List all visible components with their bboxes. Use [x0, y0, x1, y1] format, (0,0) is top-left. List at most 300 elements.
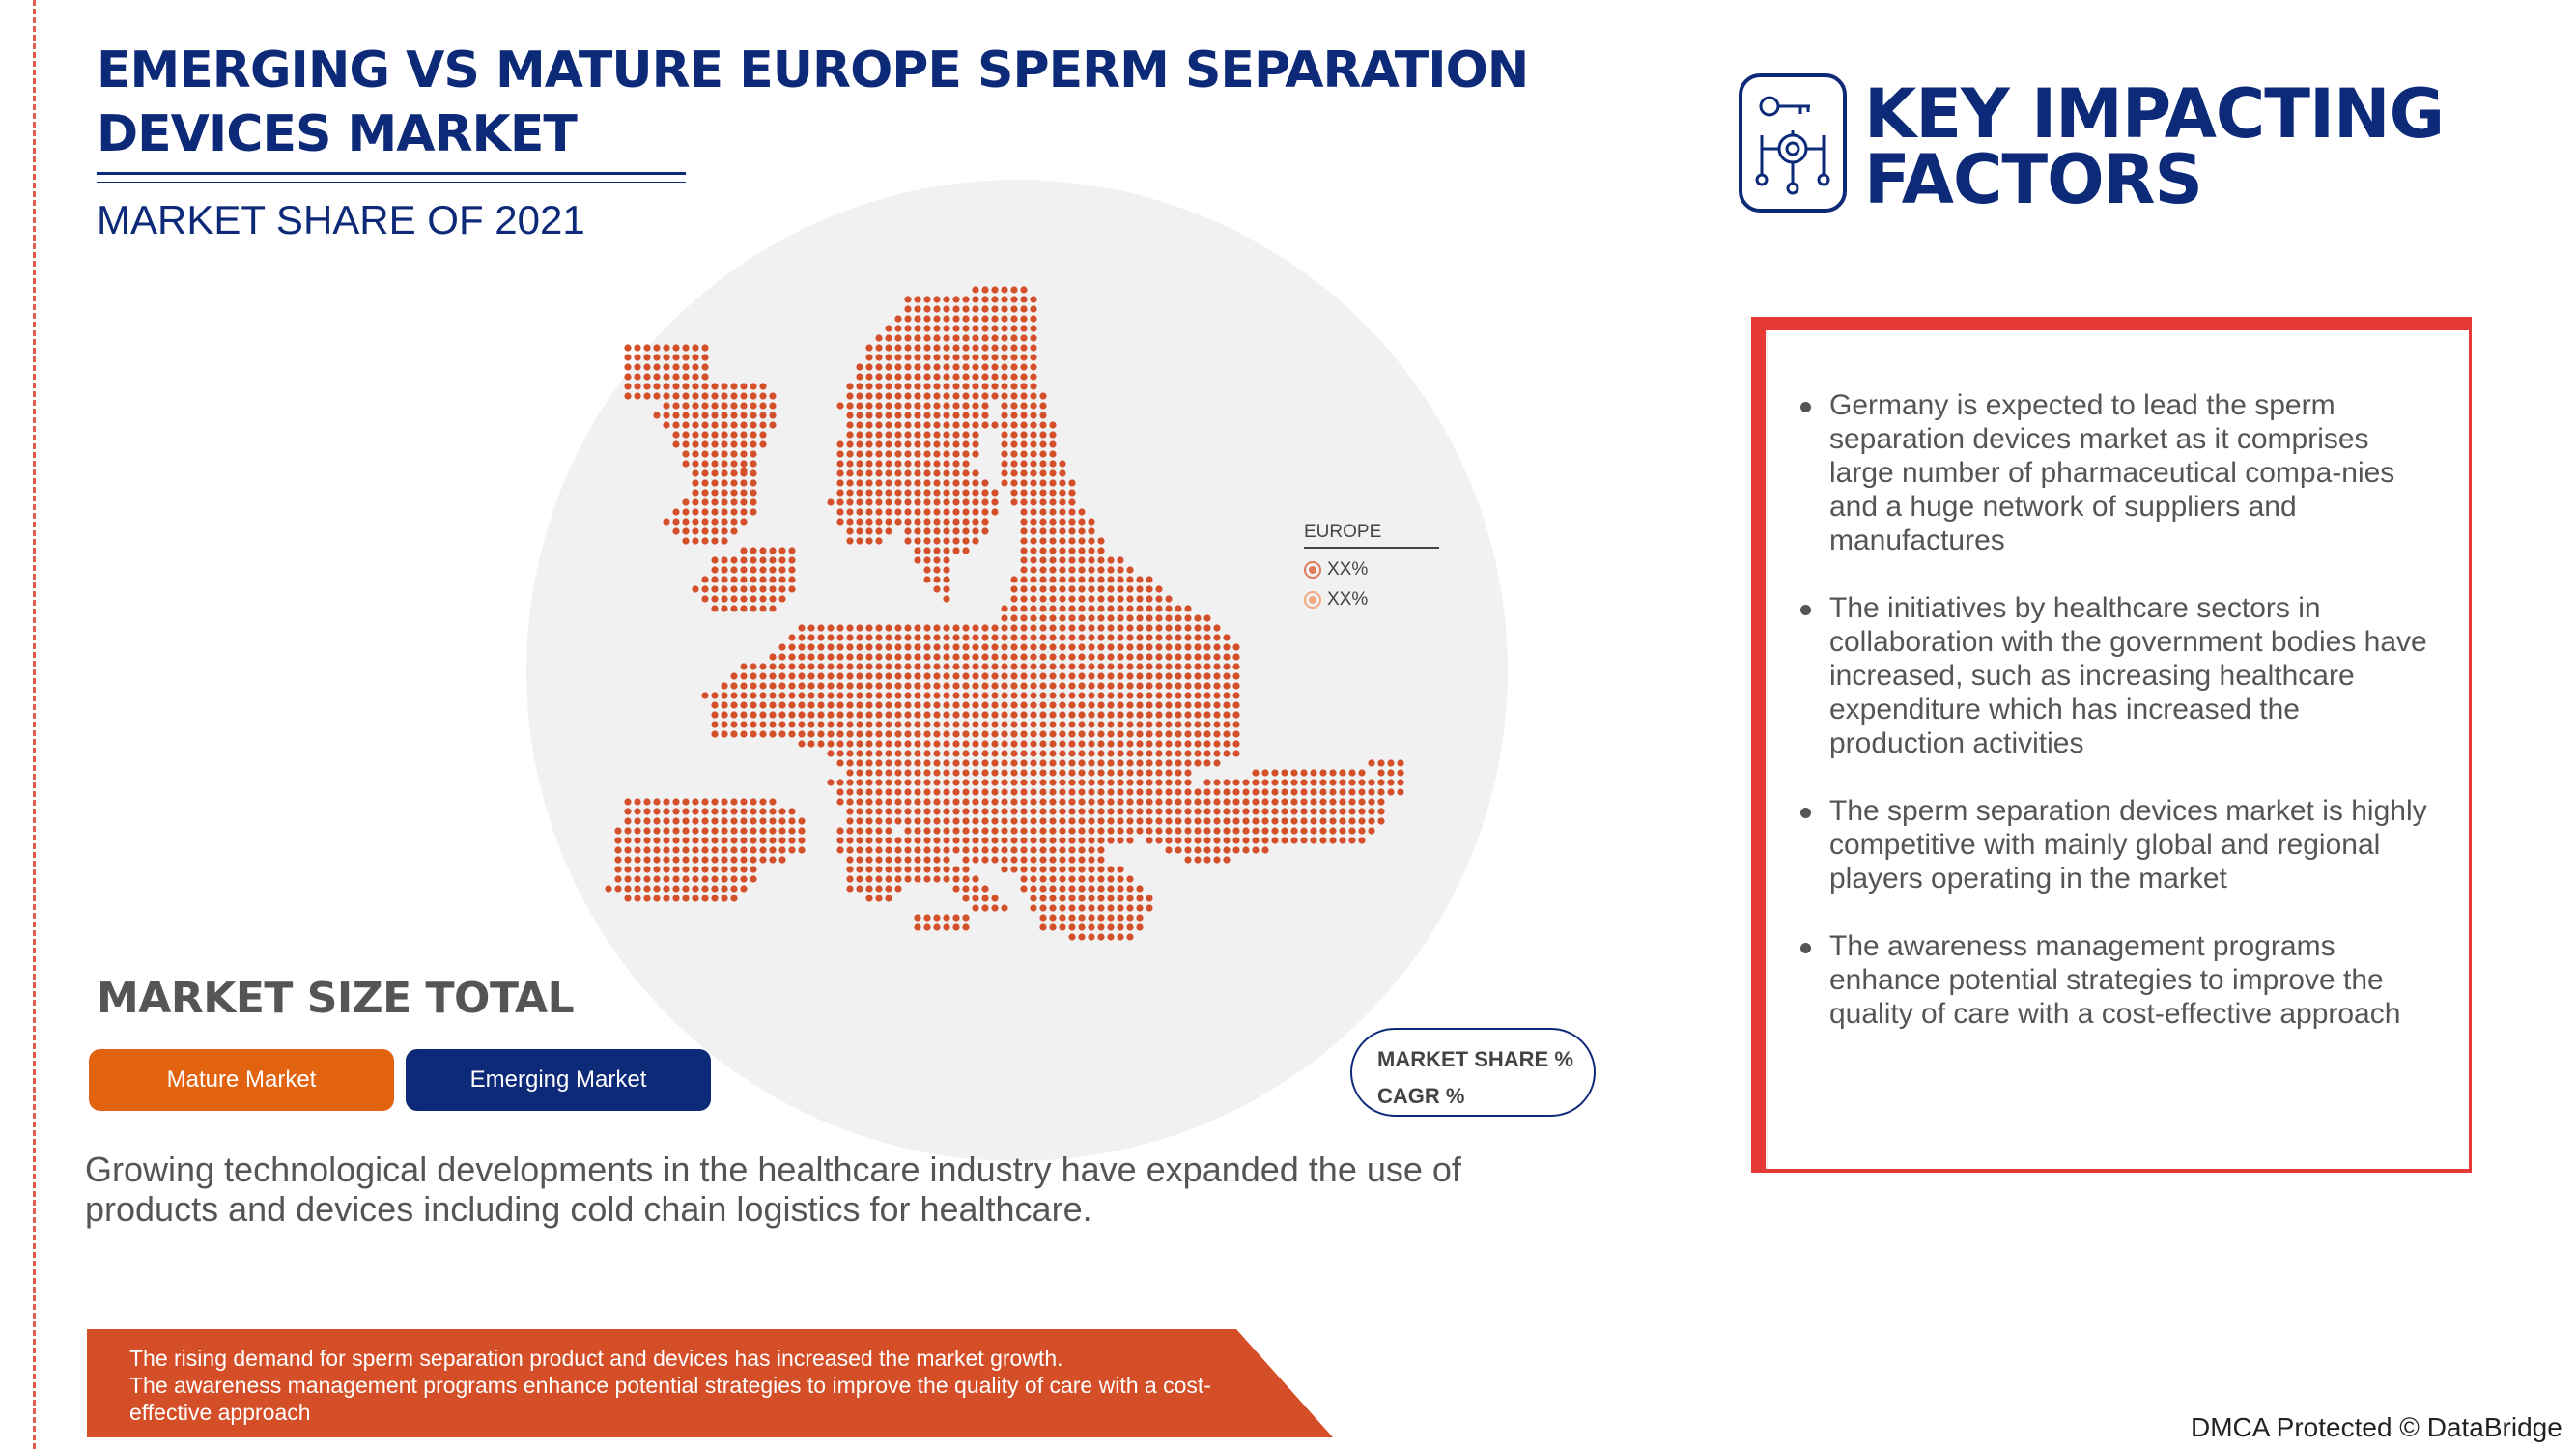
map-dot	[856, 672, 863, 679]
map-dot	[1078, 837, 1085, 843]
map-dot	[972, 305, 978, 312]
map-dot	[865, 846, 872, 853]
map-dot	[972, 431, 978, 438]
map-dot	[846, 837, 853, 843]
map-dot	[1184, 837, 1191, 843]
map-dot	[865, 779, 872, 785]
map-dot	[904, 325, 911, 331]
map-dot	[788, 653, 795, 660]
map-dot	[817, 730, 824, 737]
page-title: EMERGING VS MATURE EUROPE SPERM SEPARATION DEVICES MARKET	[97, 42, 1529, 163]
map-dot	[1059, 904, 1065, 911]
map-dot	[943, 711, 949, 718]
map-dot	[1281, 827, 1288, 834]
map-dot	[865, 518, 872, 525]
map-dot	[1078, 585, 1085, 592]
map-dot	[972, 827, 978, 834]
map-dot	[605, 885, 611, 892]
map-dot	[894, 750, 901, 756]
map-dot	[836, 479, 843, 486]
map-dot	[672, 363, 679, 370]
map-dot	[1020, 614, 1027, 621]
map-dot	[1039, 701, 1046, 708]
map-dot	[1136, 788, 1143, 795]
mature-market-button[interactable]: Mature Market	[89, 1049, 394, 1111]
map-dot	[1213, 846, 1220, 853]
map-dot	[730, 508, 737, 515]
map-dot	[1030, 460, 1036, 467]
map-dot	[856, 759, 863, 766]
map-dot	[991, 634, 998, 640]
map-dot	[663, 875, 669, 882]
map-dot	[1194, 846, 1201, 853]
map-dot	[1117, 624, 1123, 631]
map-dot	[914, 431, 920, 438]
map-dot	[952, 450, 959, 457]
map-dot	[1001, 779, 1007, 785]
map-dot	[1252, 817, 1259, 824]
map-dot	[885, 363, 892, 370]
map-dot	[991, 315, 998, 322]
map-dot	[952, 730, 959, 737]
map-dot	[1078, 614, 1085, 621]
map-dot	[788, 846, 795, 853]
map-dot	[923, 354, 930, 360]
map-dot	[981, 315, 988, 322]
map-dot	[788, 837, 795, 843]
map-dot	[952, 837, 959, 843]
map-dot	[894, 779, 901, 785]
map-dot	[836, 721, 843, 727]
map-dot	[778, 595, 785, 602]
map-dot	[991, 904, 998, 911]
map-dot	[846, 421, 853, 428]
map-dot	[788, 663, 795, 669]
map-dot	[933, 643, 940, 650]
map-dot	[914, 334, 920, 341]
map-dot	[885, 643, 892, 650]
map-dot	[1107, 866, 1114, 872]
map-dot	[962, 923, 969, 930]
map-dot	[692, 827, 698, 834]
map-dot	[865, 817, 872, 824]
map-dot	[1107, 750, 1114, 756]
map-dot	[846, 740, 853, 747]
map-dot	[1387, 759, 1394, 766]
map-dot	[981, 489, 988, 496]
map-dot	[894, 383, 901, 389]
map-dot	[1155, 585, 1162, 592]
map-dot	[701, 817, 708, 824]
map-dot	[692, 527, 698, 534]
map-dot	[682, 527, 689, 534]
map-dot	[1049, 904, 1056, 911]
map-dot	[1203, 779, 1210, 785]
map-dot	[1010, 643, 1017, 650]
map-dot	[933, 817, 940, 824]
map-dot	[846, 866, 853, 872]
map-dot	[1329, 798, 1336, 805]
map-dot	[1059, 721, 1065, 727]
map-dot	[1001, 344, 1007, 351]
map-dot	[1348, 798, 1355, 805]
map-dot	[943, 325, 949, 331]
map-dot	[692, 537, 698, 544]
map-dot	[1146, 653, 1152, 660]
map-dot	[759, 566, 766, 573]
map-dot	[672, 827, 679, 834]
map-dot	[817, 711, 824, 718]
map-dot	[1030, 837, 1036, 843]
map-dot	[904, 740, 911, 747]
map-dot	[769, 798, 776, 805]
map-dot	[1039, 692, 1046, 698]
map-dot	[1059, 672, 1065, 679]
map-dot	[981, 402, 988, 409]
map-dot	[972, 518, 978, 525]
map-dot	[885, 779, 892, 785]
map-dot	[1097, 856, 1104, 863]
map-dot	[1059, 624, 1065, 631]
map-dot	[1020, 779, 1027, 785]
map-dot	[1117, 576, 1123, 582]
map-dot	[740, 547, 747, 554]
map-dot	[759, 547, 766, 554]
map-dot	[943, 489, 949, 496]
map-dot	[875, 682, 882, 689]
map-dot	[923, 701, 930, 708]
map-dot	[692, 808, 698, 814]
map-dot	[1213, 759, 1220, 766]
map-dot	[1252, 846, 1259, 853]
map-dot	[692, 798, 698, 805]
map-dot	[1059, 769, 1065, 776]
map-legend	[1304, 522, 1439, 614]
map-dot	[750, 846, 756, 853]
map-dot	[923, 498, 930, 505]
map-dot	[1020, 508, 1027, 515]
map-dot	[933, 769, 940, 776]
map-dot	[1155, 759, 1162, 766]
map-dot	[856, 856, 863, 863]
map-dot	[1059, 585, 1065, 592]
map-dot	[672, 373, 679, 380]
map-dot	[846, 808, 853, 814]
map-dot	[730, 817, 737, 824]
map-dot	[740, 817, 747, 824]
map-dot	[846, 788, 853, 795]
map-dot	[933, 672, 940, 679]
map-dot	[1010, 808, 1017, 814]
map-dot	[962, 730, 969, 737]
map-dot	[788, 643, 795, 650]
map-dot	[981, 856, 988, 863]
map-dot	[1377, 769, 1384, 776]
map-dot	[1203, 740, 1210, 747]
map-dot	[1329, 769, 1336, 776]
map-dot	[692, 450, 698, 457]
map-dot	[1030, 595, 1036, 602]
map-dot	[846, 402, 853, 409]
map-dot	[701, 383, 708, 389]
map-dot	[923, 537, 930, 544]
map-dot	[856, 624, 863, 631]
map-dot	[846, 392, 853, 399]
map-dot	[1039, 914, 1046, 921]
map-dot	[933, 914, 940, 921]
map-dot	[904, 711, 911, 718]
map-dot	[1059, 885, 1065, 892]
map-dot	[682, 498, 689, 505]
map-dot	[1039, 856, 1046, 863]
map-dot	[1155, 682, 1162, 689]
map-dot	[1010, 701, 1017, 708]
map-dot	[914, 527, 920, 534]
map-dot	[1068, 759, 1075, 766]
map-dot	[1117, 885, 1123, 892]
map-dot	[923, 643, 930, 650]
map-dot	[1059, 527, 1065, 534]
map-dot	[1242, 817, 1249, 824]
map-dot	[846, 383, 853, 389]
map-dot	[1155, 605, 1162, 611]
map-dot	[846, 721, 853, 727]
map-dot	[1097, 779, 1104, 785]
map-dot	[933, 402, 940, 409]
map-dot	[894, 653, 901, 660]
map-dot	[1039, 846, 1046, 853]
map-dot	[1348, 779, 1355, 785]
map-dot	[962, 653, 969, 660]
map-dot	[972, 750, 978, 756]
map-dot	[943, 576, 949, 582]
map-dot	[962, 798, 969, 805]
map-dot	[836, 489, 843, 496]
map-dot	[952, 479, 959, 486]
map-dot	[923, 769, 930, 776]
map-dot	[875, 701, 882, 708]
map-dot	[1155, 750, 1162, 756]
map-dot	[1097, 692, 1104, 698]
map-dot	[643, 817, 650, 824]
map-dot	[943, 846, 949, 853]
map-dot	[1010, 286, 1017, 293]
map-dot	[875, 460, 882, 467]
map-dot	[1088, 750, 1094, 756]
map-dot	[750, 827, 756, 834]
map-dot	[1097, 643, 1104, 650]
map-dot	[663, 846, 669, 853]
map-dot	[1300, 808, 1307, 814]
map-dot	[634, 856, 640, 863]
map-dot	[1049, 808, 1056, 814]
map-dot	[1213, 721, 1220, 727]
map-dot	[972, 779, 978, 785]
map-dot	[914, 518, 920, 525]
map-dot	[933, 354, 940, 360]
map-dot	[1165, 788, 1172, 795]
map-dot	[778, 653, 785, 660]
map-dot	[894, 354, 901, 360]
map-dot	[798, 624, 805, 631]
map-dot	[769, 576, 776, 582]
map-dot	[1242, 808, 1249, 814]
map-dot	[1049, 469, 1056, 476]
map-dot	[1010, 469, 1017, 476]
map-dot	[624, 363, 631, 370]
map-dot	[1329, 827, 1336, 834]
map-dot	[875, 730, 882, 737]
map-dot	[1126, 779, 1133, 785]
map-dot	[1387, 788, 1394, 795]
map-dot	[1194, 798, 1201, 805]
map-dot	[740, 402, 747, 409]
map-dot	[991, 701, 998, 708]
map-dot	[1030, 682, 1036, 689]
map-dot	[778, 827, 785, 834]
map-dot	[865, 788, 872, 795]
map-dot	[972, 537, 978, 544]
map-dot	[1097, 595, 1104, 602]
map-dot	[923, 469, 930, 476]
map-dot	[643, 895, 650, 901]
map-dot	[1010, 460, 1017, 467]
map-dot	[730, 518, 737, 525]
map-dot	[1107, 556, 1114, 563]
map-dot	[682, 895, 689, 901]
map-dot	[904, 856, 911, 863]
map-dot	[721, 605, 727, 611]
map-dot	[730, 866, 737, 872]
map-dot	[1010, 721, 1017, 727]
map-dot	[933, 692, 940, 698]
map-dot	[1020, 856, 1027, 863]
map-dot	[711, 460, 718, 467]
map-dot	[1020, 498, 1027, 505]
map-dot	[1358, 769, 1365, 776]
map-dot	[943, 421, 949, 428]
map-dot	[933, 788, 940, 795]
emerging-market-button[interactable]: Emerging Market	[406, 1049, 711, 1111]
map-dot	[846, 817, 853, 824]
map-dot	[1165, 701, 1172, 708]
map-dot	[1339, 827, 1345, 834]
map-dot	[952, 817, 959, 824]
map-dot	[991, 498, 998, 505]
map-dot	[1358, 837, 1365, 843]
map-dot	[711, 392, 718, 399]
map-dot	[1088, 846, 1094, 853]
map-dot	[1368, 808, 1374, 814]
map-dot	[614, 885, 621, 892]
map-dot	[1020, 701, 1027, 708]
map-dot	[1300, 817, 1307, 824]
map-dot	[692, 498, 698, 505]
map-dot	[769, 402, 776, 409]
map-dot	[701, 827, 708, 834]
map-dot	[1010, 595, 1017, 602]
map-dot	[991, 711, 998, 718]
map-dot	[730, 692, 737, 698]
map-dot	[721, 537, 727, 544]
map-dot	[1039, 682, 1046, 689]
map-dot	[614, 827, 621, 834]
map-dot	[1165, 721, 1172, 727]
map-dot	[981, 682, 988, 689]
map-dot	[1117, 614, 1123, 621]
map-dot	[1001, 798, 1007, 805]
map-dot	[721, 711, 727, 718]
map-dot	[1126, 576, 1133, 582]
market-size-heading: MARKET SIZE TOTAL	[97, 974, 575, 1023]
map-dot	[1126, 759, 1133, 766]
map-dot	[933, 363, 940, 370]
map-dot	[1068, 808, 1075, 814]
map-dot	[836, 788, 843, 795]
map-dot	[1020, 634, 1027, 640]
map-dot	[778, 585, 785, 592]
map-dot	[962, 750, 969, 756]
map-dot	[788, 827, 795, 834]
map-dot	[1184, 827, 1191, 834]
map-dot	[1049, 527, 1056, 534]
map-dot	[1232, 808, 1239, 814]
map-dot	[1097, 846, 1104, 853]
map-dot	[1030, 827, 1036, 834]
map-dot	[759, 605, 766, 611]
map-dot	[865, 363, 872, 370]
map-dot	[1030, 392, 1036, 399]
map-dot	[1010, 846, 1017, 853]
map-dot	[885, 498, 892, 505]
map-dot	[1194, 672, 1201, 679]
map-dot	[1107, 904, 1114, 911]
map-dot	[952, 672, 959, 679]
metrics-badge	[1350, 1028, 1596, 1117]
map-dot	[991, 759, 998, 766]
map-dot	[885, 808, 892, 814]
map-dot	[1261, 837, 1268, 843]
map-dot	[1223, 634, 1230, 640]
map-dot	[663, 817, 669, 824]
map-dot	[643, 846, 650, 853]
map-dot	[885, 334, 892, 341]
map-dot	[682, 837, 689, 843]
map-dot	[682, 392, 689, 399]
map-dot	[943, 817, 949, 824]
map-dot	[943, 643, 949, 650]
map-dot	[865, 479, 872, 486]
map-dot	[1049, 779, 1056, 785]
map-dot	[894, 740, 901, 747]
map-dot	[914, 682, 920, 689]
map-dot	[1088, 923, 1094, 930]
map-dot	[634, 383, 640, 389]
map-dot	[701, 595, 708, 602]
map-dot	[981, 334, 988, 341]
map-dot	[1010, 614, 1017, 621]
map-dot	[1136, 914, 1143, 921]
map-dot	[1126, 663, 1133, 669]
map-dot	[914, 798, 920, 805]
map-dot	[1088, 798, 1094, 805]
map-dot	[846, 460, 853, 467]
map-dot	[701, 885, 708, 892]
map-dot	[914, 769, 920, 776]
map-dot	[1281, 837, 1288, 843]
map-dot	[1213, 779, 1220, 785]
map-dot	[1261, 817, 1268, 824]
